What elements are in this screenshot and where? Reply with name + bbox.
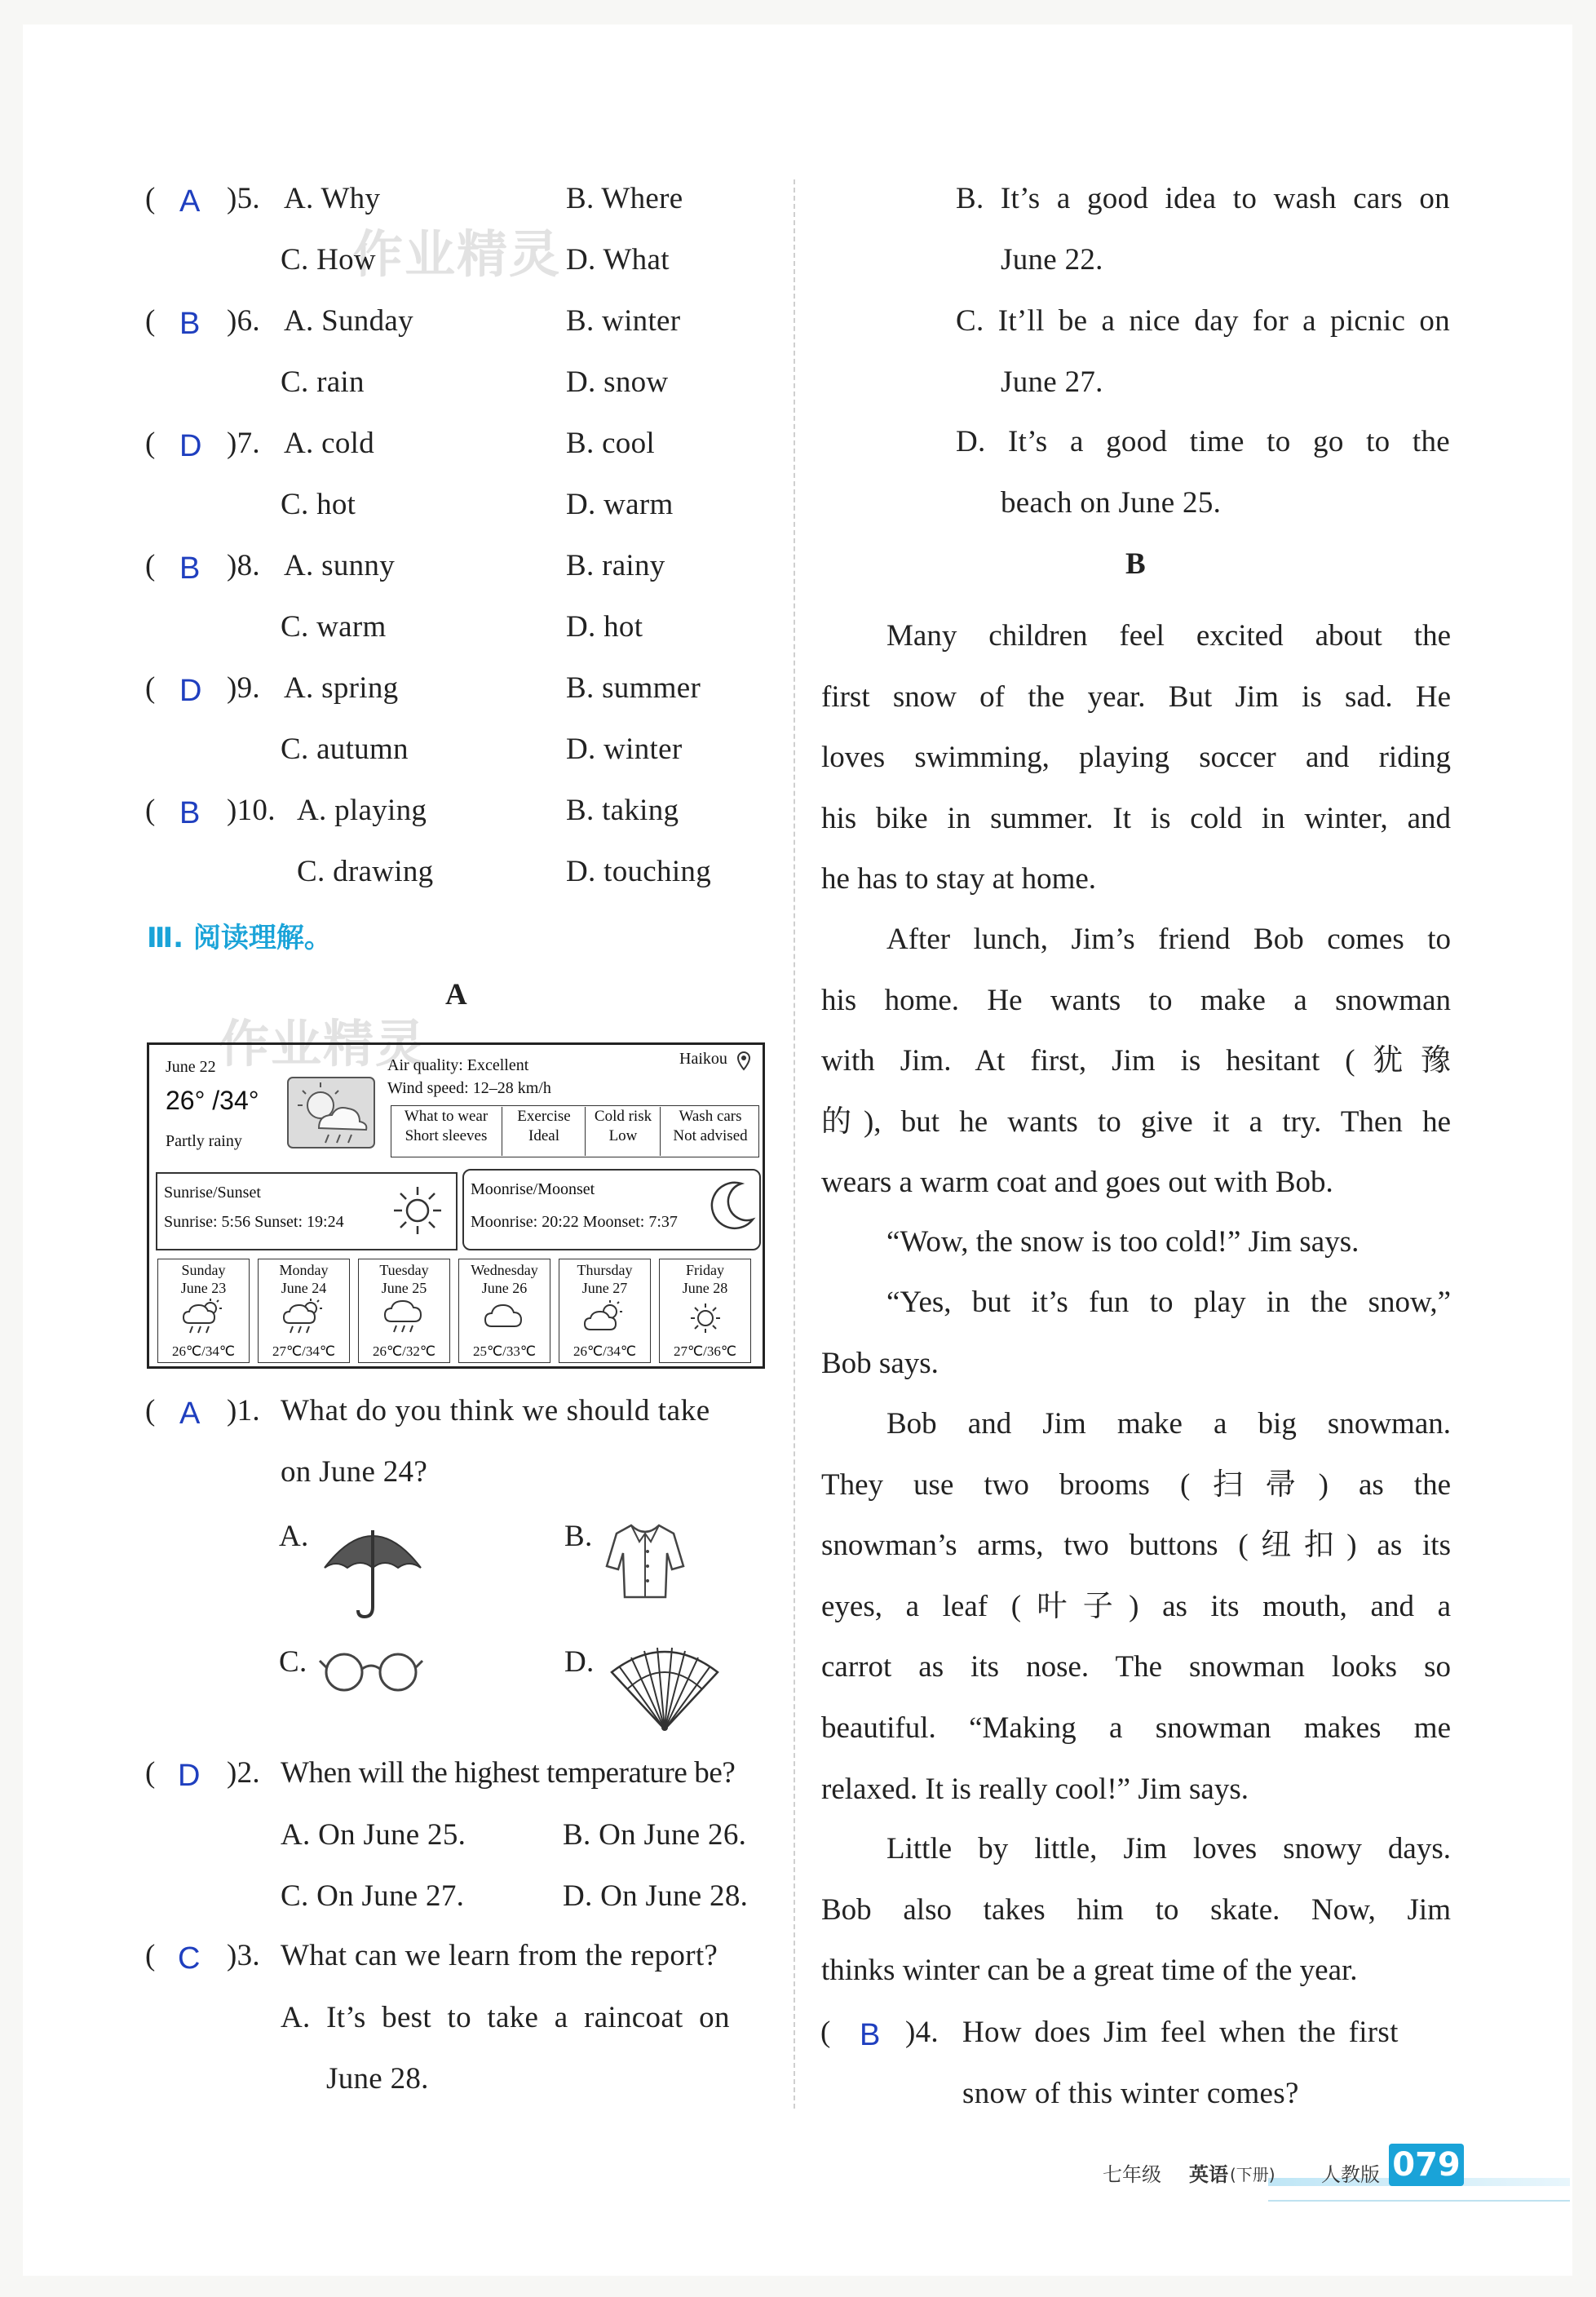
q2-option-c: C. On June 27. — [281, 1879, 465, 1913]
forecast-date: June 26 — [481, 1280, 528, 1296]
q4-answer: B — [860, 2018, 881, 2052]
passage-line: Bob also takes him to skate. Now, Jim — [821, 1892, 1451, 1927]
mc-answer: D — [179, 429, 202, 463]
watermark: 作业精灵 — [219, 1014, 428, 1073]
passage-line: his bike in summer. It is cold in winter, and — [821, 801, 1451, 835]
passage-line: They use two brooms (扫帚) as the — [821, 1467, 1451, 1502]
mc-answer: D — [179, 674, 202, 708]
mc-option-b: B. winter — [566, 304, 681, 338]
mc-option-d: D. winter — [566, 732, 683, 766]
q1-line2: on June 24? — [281, 1455, 428, 1489]
footer-volume: (下册) — [1230, 2165, 1275, 2184]
moon-values: Moonrise: 20:22 Moonset: 7:37 — [471, 1213, 678, 1231]
mc-option-c: C. rain — [281, 365, 365, 399]
q1-option-d-label: D. — [564, 1645, 595, 1679]
glasses-icon — [318, 1646, 424, 1695]
advice-value: Low — [608, 1127, 638, 1144]
q4-number: )4. — [905, 2016, 939, 2049]
passage-b-label: B — [1125, 547, 1146, 581]
q3-option-line1: D. It’s a good time to go to the — [956, 425, 1450, 458]
wind-speed: Wind speed: 12–28 km/h — [387, 1079, 551, 1097]
passage-line: Many children feel excited about the — [886, 619, 1451, 653]
passage-line: “Wow, the snow is too cold!” Jim says. — [886, 1225, 1359, 1259]
watermark: 作业精灵 — [352, 224, 562, 284]
weather-report — [147, 1042, 765, 1369]
mc-number: )10. — [227, 794, 276, 827]
forecast-date: June 25 — [381, 1280, 427, 1296]
footer-decor-line — [1268, 2200, 1570, 2202]
forecast-date: June 23 — [180, 1280, 227, 1296]
forecast-day — [258, 1259, 350, 1363]
q1-paren-open: ( — [145, 1394, 156, 1427]
forecast-day-name: Friday — [686, 1262, 724, 1278]
mc-option-d: D. snow — [566, 365, 669, 399]
passage-line: loves swimming, playing soccer and riding — [821, 741, 1451, 775]
forecast-day-name: Sunday — [181, 1262, 226, 1278]
q2-option-b: B. On June 26. — [563, 1818, 747, 1852]
passage-paragraph — [821, 1212, 1451, 1273]
q3-option-line2: June 27. — [1001, 365, 1103, 399]
advice-cell — [660, 1107, 760, 1156]
passage-line: beautiful. “Making a snowman makes me — [821, 1711, 1451, 1745]
forecast-date: June 28 — [682, 1280, 728, 1296]
passage-line: eyes, a leaf (叶子) as its mouth, and a — [821, 1589, 1451, 1623]
mc-option-c: C. hot — [281, 488, 356, 521]
q3-option-a-line1: A. It’s best to take a raincoat on — [281, 2001, 730, 2034]
mc-option-c: C. How — [281, 243, 376, 277]
forecast-day-name: Thursday — [577, 1262, 633, 1278]
mc-option-b: B. taking — [566, 794, 679, 827]
q2-text: When will the highest temperature be? — [281, 1756, 736, 1790]
q1-number: )1. — [227, 1394, 260, 1427]
forecast-temp: 26℃/34℃ — [172, 1343, 235, 1359]
sun-icon — [683, 1299, 728, 1336]
moon-title: Moonrise/Moonset — [471, 1180, 595, 1198]
mc-paren-open: ( — [145, 549, 156, 582]
passage-line: with Jim. At first, Jim is hesitant (犹豫 — [821, 1044, 1451, 1078]
mc-option-d: D. hot — [566, 610, 643, 644]
mc-paren-open: ( — [145, 182, 156, 215]
sun-values: Sunrise: 5:56 Sunset: 19:24 — [164, 1213, 344, 1231]
mc-option-d: D. touching — [566, 855, 712, 888]
passage-line: his home. He wants to make a snowman — [821, 983, 1451, 1017]
cloud-sun-icon — [582, 1299, 628, 1336]
forecast-date: June 24 — [281, 1280, 327, 1296]
q3-option-line2: beach on June 25. — [1001, 486, 1222, 520]
advice-label: Cold risk — [594, 1108, 652, 1125]
q3-answer: C — [178, 1941, 201, 1976]
q3-number: )3. — [227, 1939, 260, 1972]
city-name: Haikou — [679, 1050, 727, 1068]
q2-option-d: D. On June 28. — [563, 1879, 749, 1913]
q3-paren-open: ( — [145, 1939, 156, 1972]
q1-option-c-label: C. — [279, 1645, 307, 1679]
footer-subject: 英语 — [1189, 2163, 1228, 2186]
advice-cell — [502, 1107, 586, 1156]
passage-paragraph — [821, 606, 1451, 910]
passage-paragraph — [821, 1394, 1451, 1820]
passage-line: After lunch, Jim’s friend Bob comes to — [886, 923, 1451, 956]
mc-number: )9. — [227, 671, 260, 705]
q3-option-line2: June 22. — [1001, 243, 1103, 277]
q3-option-a-line2: June 28. — [326, 2062, 429, 2096]
q2-number: )2. — [227, 1756, 260, 1790]
sun-title: Sunrise/Sunset — [164, 1184, 261, 1202]
section-title: Ⅲ. 阅读理解。 — [147, 922, 332, 954]
forecast-day-name: Tuesday — [379, 1262, 429, 1278]
forecast-day-name: Wednesday — [471, 1262, 538, 1278]
q1-line1: What do you think we should take — [281, 1394, 710, 1427]
passage-line: Little by little, Jim loves snowy days. — [886, 1832, 1451, 1865]
q2-option-a: A. On June 25. — [281, 1818, 466, 1852]
passage-line: snowman’s arms, two buttons (纽扣) as its — [821, 1529, 1451, 1563]
moon-icon — [709, 1180, 756, 1231]
column-divider — [794, 179, 795, 2109]
passage-line: relaxed. It is really cool!” Jim says. — [821, 1772, 1249, 1806]
passage-line: “Yes, but it’s fun to play in the snow,” — [886, 1286, 1451, 1319]
q4-line1: How does Jim feel when the first — [962, 2016, 1399, 2049]
fan-icon — [603, 1640, 726, 1737]
q4-line2: snow of this winter comes? — [962, 2077, 1299, 2110]
passage-line: wears a warm coat and goes out with Bob. — [821, 1166, 1333, 1200]
forecast-temp: 26℃/32℃ — [373, 1343, 435, 1359]
mc-option-a: A. Sunday — [284, 304, 413, 338]
mc-number: )7. — [227, 427, 260, 460]
mc-number: )5. — [227, 182, 260, 215]
forecast-temp: 27℃/36℃ — [674, 1343, 736, 1359]
weather-condition: Partly rainy — [166, 1132, 242, 1150]
weather-temp: 26° /34° — [166, 1086, 259, 1115]
passage-line: he has to stay at home. — [821, 862, 1097, 896]
mc-paren-open: ( — [145, 671, 156, 705]
page-number: 079 — [1392, 2146, 1461, 2184]
passage-line: carrot as its nose. The snowman looks so — [821, 1650, 1451, 1684]
q3-option-line1: B. It’s a good idea to wash cars on — [956, 182, 1450, 215]
mc-answer: B — [179, 796, 201, 830]
umbrella-icon — [320, 1516, 426, 1622]
passage-line: 的), but he wants to give it a try. Then he — [821, 1104, 1451, 1139]
mc-paren-open: ( — [145, 794, 156, 827]
shirt-icon — [600, 1517, 690, 1607]
rain-sun-icon — [181, 1299, 227, 1336]
advice-value: Ideal — [528, 1127, 559, 1144]
cloud-icon — [482, 1299, 528, 1336]
mc-option-b: B. Where — [566, 182, 683, 215]
mc-option-a: A. playing — [297, 794, 427, 827]
passage-paragraph — [821, 1819, 1451, 2002]
forecast-day — [559, 1259, 651, 1363]
forecast-temp: 27℃/34℃ — [272, 1343, 335, 1359]
advice-label: Wash cars — [679, 1108, 742, 1125]
forecast-day — [157, 1259, 250, 1363]
q1-option-a-label: A. — [279, 1520, 309, 1553]
sun-icon — [391, 1184, 444, 1237]
q2-paren-open: ( — [145, 1756, 156, 1790]
q1-answer: A — [179, 1396, 201, 1431]
passage-paragraph — [821, 1272, 1451, 1394]
forecast-date: June 27 — [581, 1280, 628, 1296]
mc-number: )6. — [227, 304, 260, 338]
mc-option-a: A. Why — [284, 182, 381, 215]
mc-option-b: B. cool — [566, 427, 655, 460]
advice-label: Exercise — [517, 1108, 571, 1125]
q1-option-b-label: B. — [564, 1520, 593, 1553]
mc-paren-open: ( — [145, 427, 156, 460]
footer-grade: 七年级 — [1103, 2163, 1161, 2186]
footer-edition: 人教版 — [1321, 2163, 1380, 2186]
advice-cell — [585, 1107, 661, 1156]
mc-paren-open: ( — [145, 304, 156, 338]
passage-line: thinks winter can be a great time of the year. — [821, 1954, 1358, 1988]
advice-label: What to wear — [404, 1108, 489, 1125]
forecast-temp: 25℃/33℃ — [473, 1343, 536, 1359]
mc-option-c: C. drawing — [297, 855, 434, 888]
q3-option-line1: C. It’ll be a nice day for a picnic on — [956, 304, 1450, 338]
q2-answer: D — [178, 1759, 201, 1793]
location-pin-icon — [736, 1051, 751, 1071]
passage-line: Bob says. — [821, 1346, 939, 1380]
forecast-day-name: Monday — [279, 1262, 329, 1278]
advice-value: Short sleeves — [405, 1127, 488, 1144]
rain-sun-icon — [281, 1299, 327, 1336]
forecast-day — [358, 1259, 450, 1363]
partly-rainy-icon — [286, 1076, 376, 1149]
forecast-day — [458, 1259, 550, 1363]
mc-answer: A — [179, 184, 201, 219]
mc-option-a: A. cold — [284, 427, 375, 460]
forecast-temp: 26℃/34℃ — [573, 1343, 636, 1359]
air-quality: Air quality: Excellent — [387, 1056, 529, 1074]
passage-line: Bob and Jim make a big snowman. — [886, 1407, 1451, 1441]
forecast-day — [659, 1259, 751, 1363]
q3-text: What can we learn from the report? — [281, 1939, 718, 1972]
q4-paren-open: ( — [820, 2016, 831, 2049]
mc-answer: B — [179, 551, 201, 586]
mc-option-d: D. What — [566, 243, 670, 277]
mc-option-c: C. warm — [281, 610, 387, 644]
passage-a-label: A — [445, 978, 467, 1011]
advice-value: Not advised — [673, 1127, 748, 1144]
mc-number: )8. — [227, 549, 260, 582]
mc-option-a: A. spring — [284, 671, 399, 705]
mc-option-a: A. sunny — [284, 549, 396, 582]
mc-answer: B — [179, 307, 201, 341]
advice-cell — [391, 1107, 502, 1156]
mc-option-b: B. summer — [566, 671, 701, 705]
passage-line: first snow of the year. But Jim is sad. He — [821, 679, 1451, 714]
mc-option-d: D. warm — [566, 488, 674, 521]
weather-date: June 22 — [166, 1058, 216, 1076]
passage-paragraph — [821, 910, 1451, 1214]
rain-cloud-icon — [382, 1299, 427, 1336]
mc-option-c: C. autumn — [281, 732, 409, 766]
mc-option-b: B. rainy — [566, 549, 665, 582]
